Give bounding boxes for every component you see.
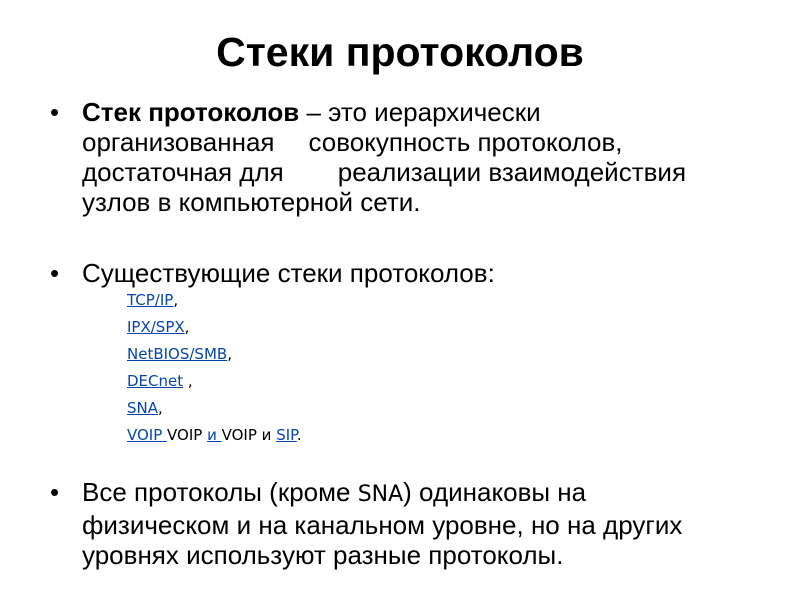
stack-link-tcpip[interactable]: TCP/IP bbox=[127, 291, 174, 309]
bullet-existing-stacks bbox=[50, 258, 782, 288]
definition-line-3 bbox=[82, 157, 782, 187]
list-item bbox=[127, 287, 527, 314]
sna-inline: SNA bbox=[357, 482, 404, 507]
list-item bbox=[127, 341, 527, 368]
bullet-dot-icon: • bbox=[50, 477, 60, 507]
layers-line-3: уровнях используют разные протоколы. bbox=[82, 540, 564, 570]
stacks-list bbox=[127, 287, 527, 449]
stack-link-ipxspx[interactable]: IPX/SPX bbox=[127, 318, 185, 336]
bullet-protocol-layers bbox=[50, 477, 782, 570]
definition-text-2b: совокупность протоколов, bbox=[308, 127, 623, 157]
bullet-dot-icon: • bbox=[50, 258, 60, 288]
list-item bbox=[127, 395, 527, 422]
layers-line-2: физическом и на канальном уровне, но на других bbox=[82, 510, 683, 540]
list-item bbox=[127, 368, 527, 395]
definition-line-1 bbox=[82, 97, 782, 127]
list-item-suffix: , bbox=[227, 345, 232, 363]
stack-link-netbios-smb[interactable]: NetBIOS/SMB bbox=[127, 345, 228, 363]
layers-text-1b: ) одинаковы на bbox=[403, 477, 587, 507]
stack-link-sna[interactable]: SNA bbox=[127, 399, 159, 417]
voip-and-text: VOIP и bbox=[221, 426, 277, 444]
existing-stacks-heading: Существующие стеки протоколов: bbox=[82, 258, 495, 288]
list-item-suffix: , bbox=[158, 399, 163, 417]
list-item-suffix: , bbox=[173, 291, 179, 309]
stack-link-sip[interactable]: SIP bbox=[276, 426, 297, 444]
definition-text-3a: достаточная для bbox=[82, 157, 284, 187]
layers-text-1a: Все протоколы (кроме bbox=[82, 477, 358, 507]
voip-text: VOIP bbox=[167, 426, 208, 444]
definition-line-4: узлов в компьютерной сети. bbox=[82, 187, 421, 217]
list-item-suffix: , bbox=[183, 372, 193, 390]
definition-term: Стек протоколов bbox=[82, 97, 300, 127]
definition-dash: – bbox=[299, 97, 329, 127]
list-item-suffix: , bbox=[184, 318, 190, 336]
definition-text-2a: организованная bbox=[82, 127, 275, 157]
layers-line-1 bbox=[82, 477, 782, 510]
list-item bbox=[127, 422, 527, 449]
bullet-dot-icon: • bbox=[50, 97, 60, 127]
list-item bbox=[127, 314, 527, 341]
stack-link-decnet[interactable]: DECnet bbox=[127, 372, 184, 390]
slide-title: Стеки протоколов bbox=[216, 29, 584, 75]
stack-link-and[interactable]: и bbox=[207, 426, 222, 444]
definition-line-2 bbox=[82, 127, 782, 157]
definition-text-3b: реализации взаимодействия bbox=[337, 157, 687, 187]
bullet-definition bbox=[50, 97, 782, 217]
definition-text-1: это иерархически bbox=[328, 97, 541, 127]
voip-end: . bbox=[296, 426, 302, 444]
stack-link-voip[interactable]: VOIP bbox=[127, 426, 168, 444]
